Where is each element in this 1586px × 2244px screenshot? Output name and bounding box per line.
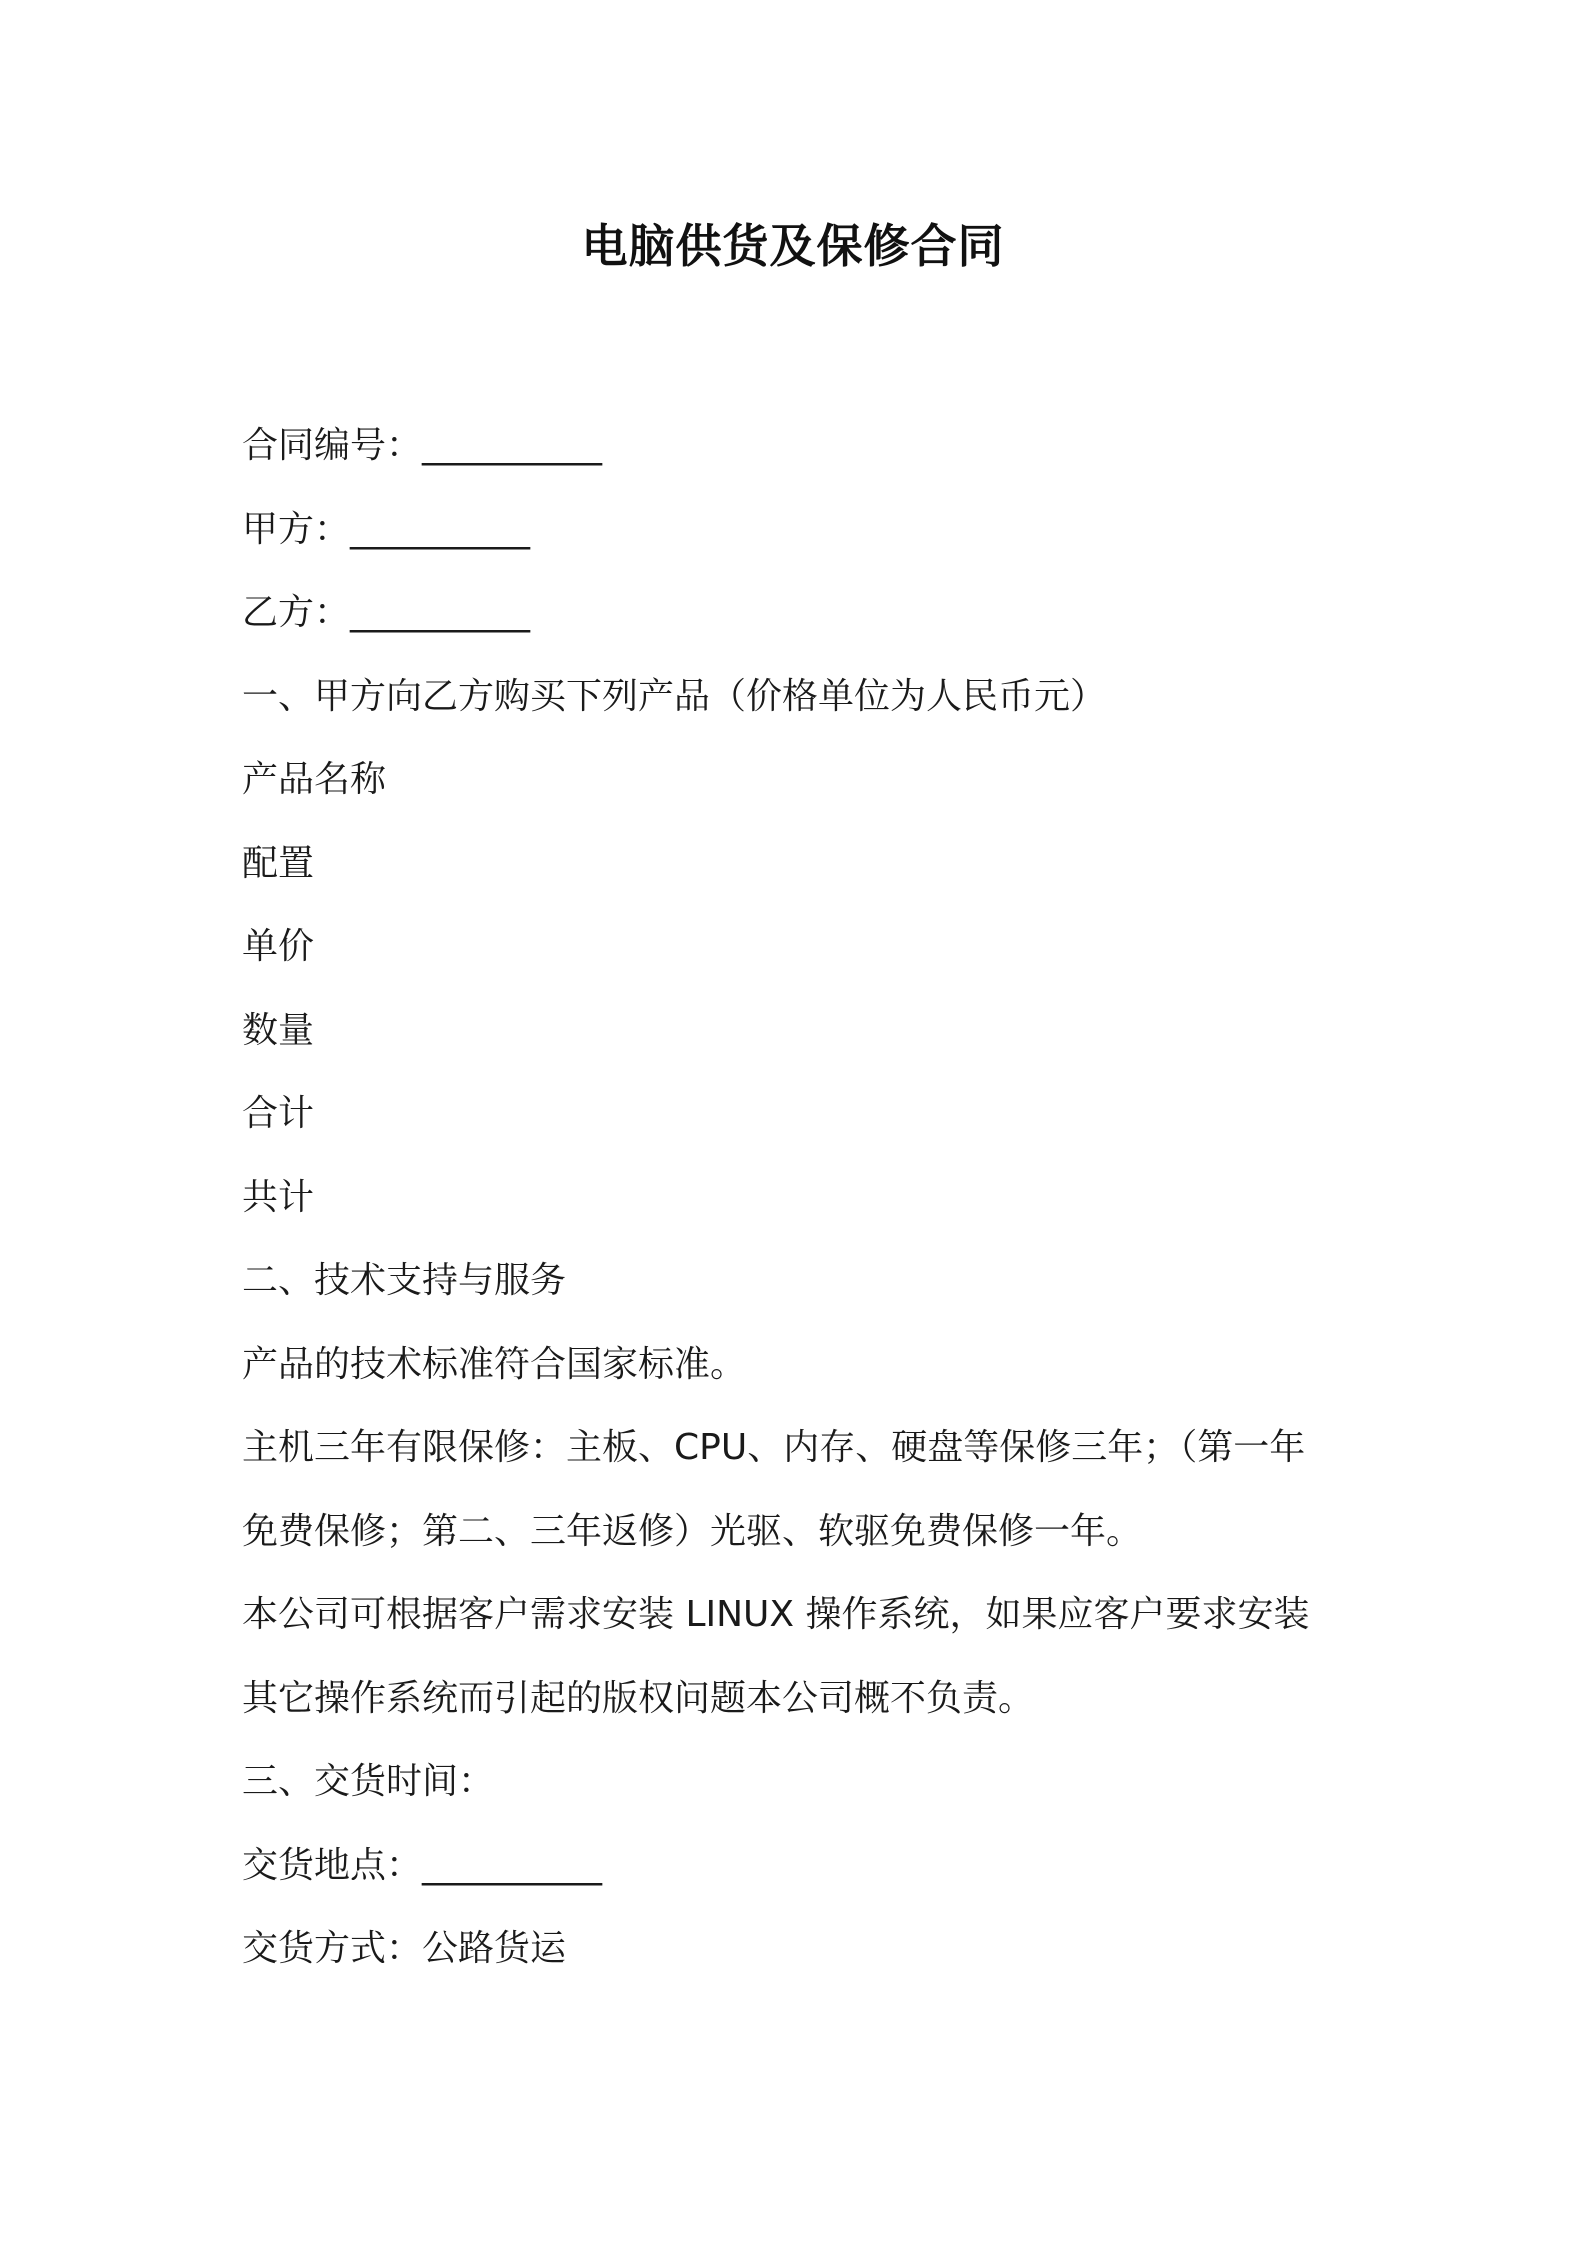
unit-price-label: 单价 (242, 926, 315, 967)
quantity-label: 数量 (242, 1009, 315, 1051)
technical-standard-paragraph: 产品的技术标准符合国家标准。 (242, 1343, 747, 1385)
delivery-location-line: 交货地点：__________ (242, 1844, 603, 1886)
subtotal-label: 合计 (242, 1093, 315, 1134)
product-name-label: 产品名称 (242, 759, 387, 800)
contract-number-line: 合同编号：__________ (242, 425, 603, 466)
configuration-label: 配置 (242, 842, 315, 884)
warranty-paragraph-line-2: 免费保修；第二、三年返修）光驱、软驱免费保修一年。 (242, 1510, 1143, 1552)
document-title: 电脑供货及保修合同 (581, 219, 1005, 273)
warranty-paragraph-line-1: 主机三年有限保修：主板、CPU、内存、硬盘等保修三年；（第一年 (242, 1427, 1306, 1468)
total-label: 共计 (242, 1176, 315, 1218)
document-body (242, 404, 1362, 1991)
delivery-method-line: 交货方式：公路货运 (242, 1928, 567, 1969)
section-2-heading: 二、技术支持与服务 (242, 1260, 567, 1301)
os-paragraph-line-2: 其它操作系统而引起的版权问题本公司概不负责。 (242, 1677, 1035, 1719)
section-3-heading: 三、交货时间： (242, 1761, 495, 1802)
party-a-line: 甲方：__________ (242, 508, 531, 550)
section-1-heading: 一、甲方向乙方购买下列产品（价格单位为人民币元） (242, 675, 1107, 717)
os-paragraph-line-1: 本公司可根据客户需求安装 LINUX 操作系统，如果应客户要求安装 (242, 1594, 1310, 1635)
party-b-line: 乙方：__________ (242, 592, 531, 633)
